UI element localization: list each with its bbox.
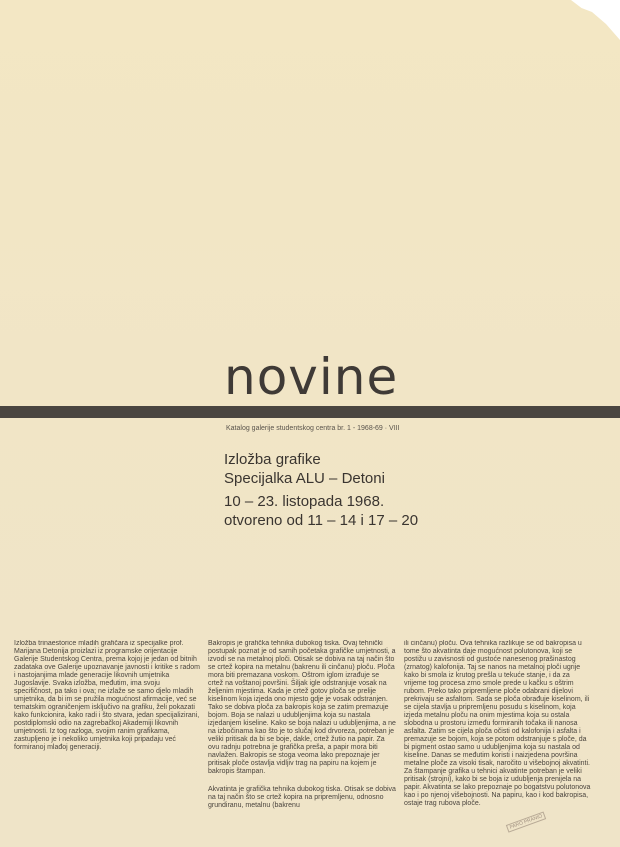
text-column-3 — [404, 640, 592, 840]
column-1-text: Izložba trinaestorice mladih grafičara iz specijalke prof. Marijana Detonija proizlazi iz programske orijentacije Galerije Studentskog Centra, prema kojoj je jedan od bitnih zadataka ove Galerije upoznavanje javnosti i kritike s radom i nastojanjima mlade generacije likovnih umjetnika Jugoslavije. Svaka izložba, međutim, ima svoju specifičnost, pa tako i ova; ne izlaže se samo djelo mladih umjetnika, da bi im se pružila mogućnost afirmacije, već se tematskim ograničenjem isključivo na grafiku, želi pokazati kako funkcionira, kako radi i što stvara, jedan specijalizirani, postdiplomski odio na zagrebačkoj Akademiji likovnih umjetnosti. Iz tog razloga, svojim ranim grafikama, zastupljeno je i nekoliko umjetnika koji pripadaju već formiranoj mlađoj generaciji. — [14, 640, 200, 751]
column-gap — [208, 776, 396, 786]
owner-stamp: PARO PRANIO — [506, 811, 547, 832]
exhibition-headline — [224, 450, 418, 530]
catalog-line: Katalog galerije studentskog centra br. 1 - 1968-69 · VIII — [226, 425, 400, 432]
headline-line-2: Specijalka ALU – Detoni — [224, 470, 385, 487]
headline-line-3: 10 – 23. listopada 1968. — [224, 493, 385, 510]
headline-line-4: otvoreno od 11 – 14 i 17 – 20 — [224, 512, 419, 529]
torn-corner — [550, 0, 620, 40]
column-2-text-bakropis: Bakropis je grafička tehnika dubokog tiska. Ovaj tehnički postupak poznat je od samih početaka grafičke umjetnosti, a izvodi se na metalnoj ploči. Otisak se dobiva na taj način što se crtež kopira na metalnu (bakrenu ili cinčanu) ploču. Ploča mora biti premazana voskom. Oštrom iglom izrađuje se crtež na voštanoj površini. Šiljak igle odstranjuje vosak na željenim mjestima. Kada je crtež gotov ploča se prelije kiselinom koja izjeda ono mjesto gdje je vosak odstranjen. Tako se dobiva ploča za bakropis koja se zatim premazuje bojom. Boja se nalazi u udubljenjima koja su nastala izjedanjem kiseline. Kako se boja nalazi u udubljenjima, a ne na izbočinama kao što je to slučaj kod drvoreza, potreban je veliki pritisak da bi se boje, dakle, crtež žutio na papir. Za ovu radnju potrebna je grafička preša, a papir mora biti navlažen. Bakropis se stoga veoma lako prepoznaje jer pritisak ploče ostavlja vidljiv trag na papiru na kojem je bakropis štampan. — [208, 640, 396, 775]
masthead-rule — [0, 406, 620, 418]
column-2-text-akvatinta: Akvatinta je grafička tehnika dubokog tiska. Otisak se dobiva na taj način što se crtež kopira na pripremljenu, odnosno grundiranu, metalnu (bakrenu — [208, 786, 396, 809]
text-column-1 — [14, 640, 200, 760]
masthead-title: novine — [224, 348, 399, 406]
text-column-2 — [208, 640, 396, 840]
column-3-text: ili cinčanu) ploču. Ova tehnika razlikuje se od bakropisa u tome što akvatinta daje mogućnost polutonova, koji se postižu u zavisnosti od gustoće nanesenog prašinastog (zrnatog) kalofonija. Taj se nanos na metalnoj ploči ugrije kako bi smola iz krutog prešla u tekuće stanje, i da za vrijeme tog procesa zrno smole prede u kačku s oštrim rubom. Preko tako pripremljene ploče odabrani dijelovi prekrivaju se asfaltom. Sada se ploča obrađuje kiselinom, ili se cijela stavlja u pripremljenu posudu s kiselinom, koja izjeda metalnu ploču na onim mjestima koja su ostala slobodna u prostoru između formiranih točaka ili nanosa asfalta. Zatim se cijela ploča očisti od kalofonija i asfalta i premazuje se bojom, koja se potom odstranjuje s ploče, da bi pigment ostao samo u udubljenjima koja su nastala od kiseline. Danas se međutim koristi i naizjedena površina metalne ploče za visoki tisak, naročito u višebojnoj akvatinti. Za štampanje grafika u tehnici akvatinte potreban je veliki pritisak (strojni), kako bi se boja iz udubljenja prenijela na papir. Akvatinta se lako prepoznaje po bogatstvu polutonova kao i po njenoj višebojnosti. Na papiru, kao i kod bakropisa, ostaje trag rubova ploče. — [404, 640, 591, 807]
headline-line-1: Izložba grafike — [224, 451, 321, 468]
